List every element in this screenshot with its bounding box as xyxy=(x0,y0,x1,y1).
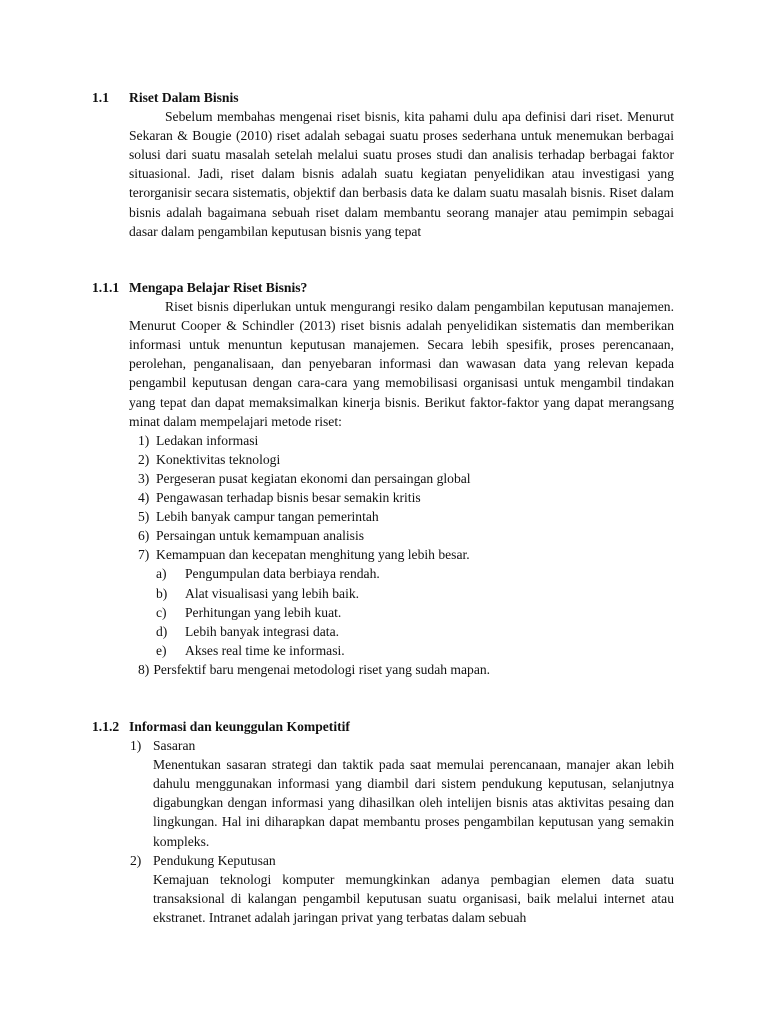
list-item-title: Sasaran xyxy=(153,738,196,754)
list-marker: 4) xyxy=(138,490,150,506)
list-item xyxy=(138,507,674,526)
list-item xyxy=(138,469,674,488)
list-marker: 3) xyxy=(138,470,150,486)
list-marker: 2) xyxy=(138,451,150,467)
list-text: Ledakan informasi xyxy=(156,432,259,448)
section-mengapa-belajar xyxy=(92,278,674,679)
section-informasi-keunggulan xyxy=(92,717,674,927)
list-text: Persaingan untuk kemampuan analisis xyxy=(156,528,365,544)
section-heading xyxy=(92,717,674,736)
sub-list-item xyxy=(156,622,674,641)
list-text: Akses real time ke informasi. xyxy=(185,642,345,658)
list-marker: c) xyxy=(156,604,167,620)
list-text: Pergeseran pusat kegiatan ekonomi dan persaingan global xyxy=(156,470,471,486)
list-text: Pengumpulan data berbiaya rendah. xyxy=(185,566,380,582)
list-marker: 5) xyxy=(138,509,150,525)
sub-list-item xyxy=(156,641,674,660)
section-riset-dalam-bisnis xyxy=(92,88,674,241)
section-title: Mengapa Belajar Riset Bisnis? xyxy=(129,280,308,295)
factor-list xyxy=(92,431,674,679)
list-item xyxy=(138,450,674,469)
sub-list-item xyxy=(156,564,674,583)
list-marker: a) xyxy=(156,566,167,582)
list-text: Kemampuan dan kecepatan menghitung yang lebih besar. xyxy=(156,547,470,563)
section-paragraph: Sebelum membahas mengenai riset bisnis, kita pahami dulu apa definisi dari riset. Menurut Sekaran & Bougie (2010) riset adalah sebagai suatu proses sederhana untuk menemukan berbagai solusi dari suatu masalah setelah melalui suatu proses studi dan analisis terhadap berbagai faktor situasional. Jadi, riset dalam bisnis adalah suatu kegiatan penyelidikan atau investigasi yang terorganisir secara sistematis, objektif dan berbasis data ke dalam suatu masalah bisnis. Riset dalam bisnis adalah bagaimana sebuah riset dalam membantu seorang manajer atau pemimpin sebagai dasar dalam pengambilan keputusan bisnis yang tepat xyxy=(129,109,674,239)
section-number: 1.1.1 xyxy=(92,280,120,295)
section-heading xyxy=(92,278,674,297)
list-marker: d) xyxy=(156,623,168,639)
list-marker: 8) xyxy=(138,661,150,677)
list-marker: 6) xyxy=(138,528,150,544)
list-marker: 1) xyxy=(138,432,150,448)
list-text: Pengawasan terhadap bisnis besar semakin kritis xyxy=(156,490,421,506)
section-title: Informasi dan keunggulan Kompetitif xyxy=(129,719,350,734)
list-item xyxy=(138,660,674,679)
list-item-title: Pendukung Keputusan xyxy=(153,852,276,868)
sub-list-item xyxy=(156,584,674,603)
list-marker: 1) xyxy=(130,738,142,754)
list-text: Alat visualisasi yang lebih baik. xyxy=(185,585,360,601)
list-text: Lebih banyak integrasi data. xyxy=(185,623,340,639)
list-text: Konektivitas teknologi xyxy=(156,451,281,467)
list-marker: e) xyxy=(156,642,167,658)
list-text: Perhitungan yang lebih kuat. xyxy=(185,604,342,620)
list-item xyxy=(138,431,674,450)
section-number: 1.1 xyxy=(92,90,109,105)
list-marker: b) xyxy=(156,585,168,601)
list-item xyxy=(130,851,674,870)
list-item xyxy=(130,736,674,755)
list-item-paragraph: Kemajuan teknologi komputer memungkinkan adanya pembagian elemen data suatu transaksional di kalangan pengambil keputusan suatu organisasi, baik melalui internet atau ekstranet. Intranet adalah jaringan privat yang terbatas dalam sebuah xyxy=(153,871,674,925)
section-heading xyxy=(92,88,674,107)
list-text: Persfektif baru mengenai metodologi riset yang sudah mapan. xyxy=(153,661,491,677)
list-item xyxy=(138,545,674,564)
list-item-paragraph: Menentukan sasaran strategi dan taktik pada saat memulai perencanaan, manajer akan lebih dahulu menggunakan informasi yang diambil dari sistem pendukung keputusan, selanjutnya digabungkan dengan informasi yang dihasilkan oleh intelijen bisnis atas aktivitas pesaing dan lingkungan. Hal ini diharapkan dapat membantu proses pengambilan keputusan yang semakin kompleks. xyxy=(153,757,674,849)
section-paragraph: Riset bisnis diperlukan untuk mengurangi resiko dalam pengambilan keputusan manajemen. Menurut Cooper & Schindler (2013) riset bisnis adalah penyelidikan sistematis dan memberikan informasi untuk menuntun keputusan manajemen. Secara lebih spesifik, proses perencanaan, perolehan, penganalisaan, dan penyebaran informasi dan wawasan data yang relevan kepada pengambil keputusan dengan cara-cara yang memobilisasi organisasi untuk mengambil tindakan yang tepat dan dapat memaksimalkan kinerja bisnis. Berikut faktor-faktor yang dapat merangsang minat dalam mempelajari metode riset: xyxy=(129,299,674,429)
section-title: Riset Dalam Bisnis xyxy=(129,90,239,105)
section-number: 1.1.2 xyxy=(92,719,120,734)
sub-list-item xyxy=(156,603,674,622)
list-marker: 2) xyxy=(130,852,142,868)
list-item xyxy=(138,488,674,507)
list-text: Lebih banyak campur tangan pemerintah xyxy=(156,509,379,525)
list-marker: 7) xyxy=(138,547,150,563)
list-item xyxy=(138,526,674,545)
